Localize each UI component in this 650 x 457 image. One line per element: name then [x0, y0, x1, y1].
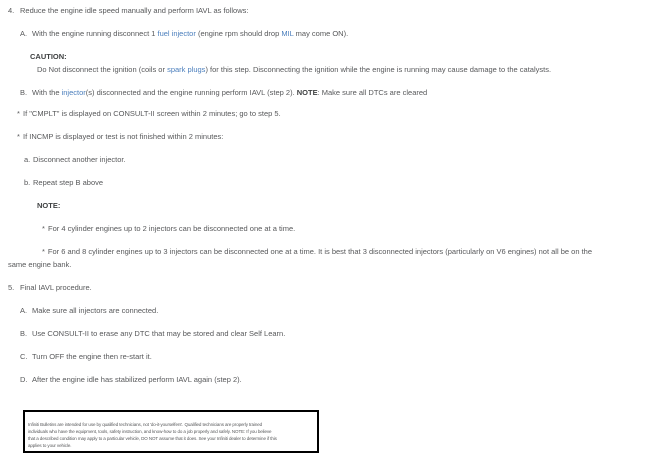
note-label — [37, 199, 650, 212]
step-4 — [8, 4, 650, 17]
substep-5d-marker: D. — [20, 375, 28, 384]
substep-4b-pre: With the — [32, 88, 62, 97]
caution-body — [37, 63, 551, 76]
substep-4a-post: may come ON). — [293, 29, 349, 38]
substep-4b-a-text: Disconnect another injector. — [33, 155, 126, 164]
injector-link[interactable]: injector — [61, 88, 86, 97]
step-5-marker: 5. — [8, 283, 15, 292]
substep-5b — [20, 327, 650, 340]
note-item-1 — [42, 222, 650, 235]
spark-plugs-link[interactable]: spark plugs — [167, 65, 206, 74]
substep-4b-b-text: Repeat step B above — [33, 178, 104, 187]
incmp-note — [17, 130, 650, 143]
substep-4b-b-marker: b. — [24, 178, 31, 187]
caution-text — [37, 63, 650, 76]
substep-5c-text: Turn OFF the engine then re-start it. — [32, 352, 152, 361]
substep-4b-marker: B. — [20, 88, 28, 97]
note-item-1-text: For 4 cylinder engines up to 2 injectors can be disconnected one at a time. — [48, 224, 296, 233]
substep-5c-marker: C. — [20, 352, 28, 361]
substep-5d-text: After the engine idle has stabilized perform IAVL again (step 2). — [32, 375, 242, 384]
substep-4a-pre: With the engine running disconnect 1 — [32, 29, 158, 38]
substep-4b — [20, 86, 650, 99]
substep-5a-text: Make sure all injectors are connected. — [32, 306, 159, 315]
substep-4b-a — [24, 153, 650, 166]
step-4-text: Reduce the engine idle speed manually and perform IAVL as follows: — [20, 6, 249, 15]
asterisk-marker: * — [17, 109, 20, 118]
caution-pre: Do Not disconnect the ignition (coils or — [37, 65, 168, 74]
substep-4b-note-label: NOTE — [296, 88, 318, 97]
substep-5b-marker: B. — [20, 329, 28, 338]
note-item-2 — [8, 245, 596, 271]
incmp-note-text: If INCMP is displayed or test is not finished within 2 minutes: — [23, 132, 224, 141]
asterisk-marker: * — [42, 224, 45, 233]
substep-5a — [20, 304, 650, 317]
substep-4b-post: : Make sure all DTCs are cleared — [317, 88, 428, 97]
substep-4b-b — [24, 176, 650, 189]
substep-5a-marker: A. — [20, 306, 28, 315]
cmplt-note — [17, 107, 650, 120]
fuel-injector-link[interactable]: fuel injector — [157, 29, 196, 38]
caution-label-text: CAUTION: — [30, 52, 67, 61]
substep-4b-mid: (s) disconnected and the engine running perform IAVL (step 2). — [85, 88, 297, 97]
substep-4a-text — [32, 27, 348, 40]
step-4-marker: 4. — [8, 6, 15, 15]
caution-label — [30, 50, 650, 63]
substep-4a — [20, 27, 650, 40]
substep-4b-text — [32, 86, 427, 99]
substep-5c — [20, 350, 650, 363]
substep-5d — [20, 373, 650, 386]
disclaimer-box — [23, 410, 319, 453]
mil-link[interactable]: MIL — [281, 29, 294, 38]
substep-5b-text: Use CONSULT-II to erase any DTC that may be stored and clear Self Learn. — [32, 329, 286, 338]
caution-post: ) for this step. Disconnecting the ignition while the engine is running may cause damage to the catalysts. — [205, 65, 552, 74]
asterisk-marker: * — [17, 132, 20, 141]
note-label-text: NOTE: — [37, 201, 61, 210]
substep-4a-mid: (engine rpm should drop — [195, 29, 282, 38]
step-5 — [8, 281, 650, 294]
step-5-text: Final IAVL procedure. — [20, 283, 92, 292]
substep-4a-marker: A. — [20, 29, 28, 38]
substep-4b-a-marker: a. — [24, 155, 31, 164]
cmplt-note-text: If "CMPLT" is displayed on CONSULT-II screen within 2 minutes; go to step 5. — [23, 109, 281, 118]
asterisk-marker: * — [42, 247, 45, 256]
disclaimer-text: Infiniti Bulletins are intended for use by qualified technicians, not 'do-it-yourselfers'. Qualified technicians are properly trained individuals who have the equipment, tools, safety instruction, and know-how to do a job properly and safely. NOTE: If you believe that a described condition may apply to a particular vehicle, DO NOT assume that it does. See your Infiniti dealer to determine if this applies to your vehicle. — [28, 422, 277, 448]
note-item-2-text: For 6 and 8 cylinder engines up to 3 injectors can be disconnected one at a time. It is best that 3 disconnected injectors (particularly on V6 engines) not all be on the same engine bank. — [8, 247, 592, 269]
